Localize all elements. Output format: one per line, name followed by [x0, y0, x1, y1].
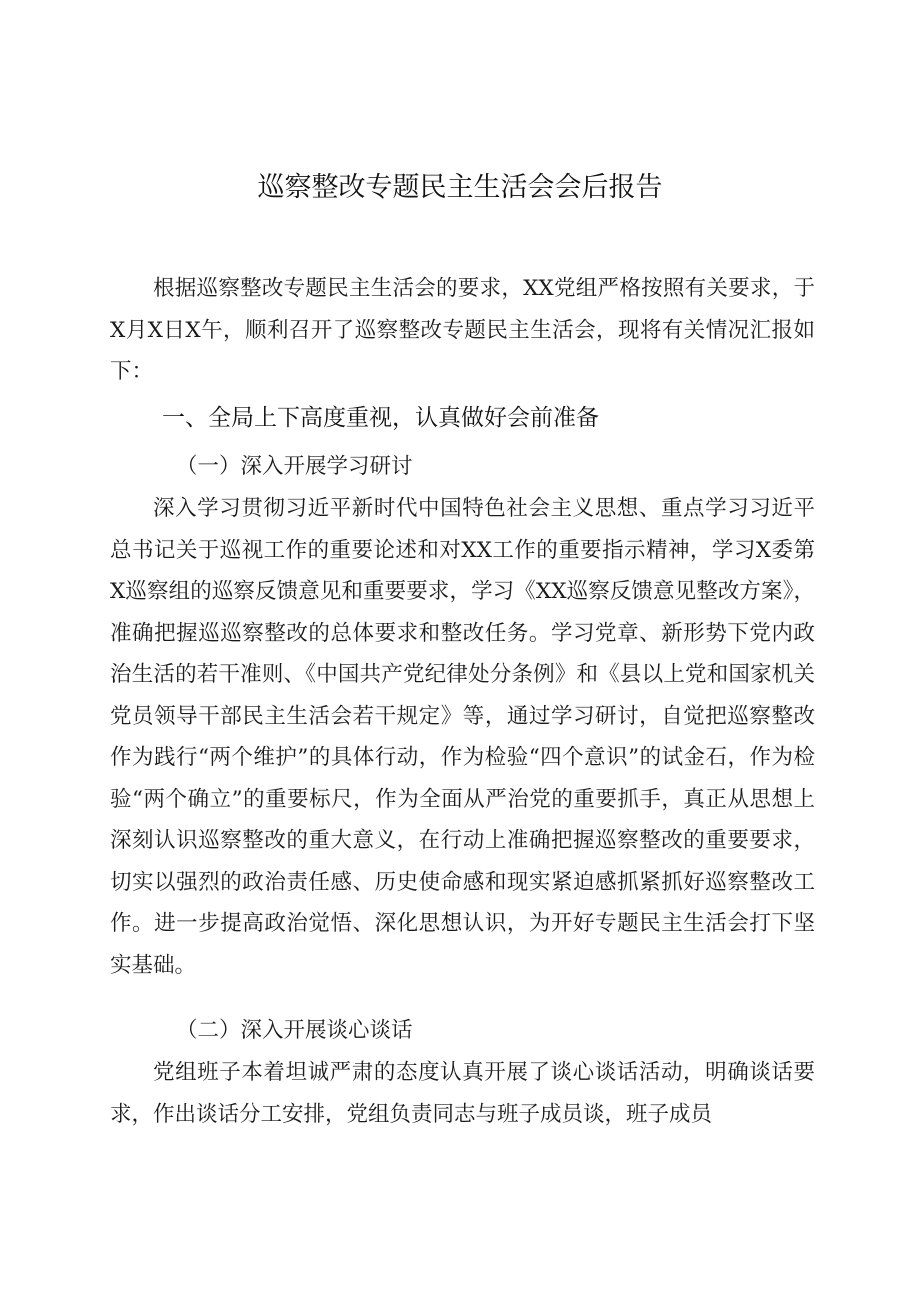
subsection-1-paragraph: 深入学习贯彻习近平新时代中国特色社会主义思想、重点学习习近平总书记关于巡视工作的重要论述和对XX工作的重要指示精神，学习X委第X巡察组的巡察反馈意见和重要要求，学习《XX巡察反馈意见整改方案》，准确把握巡巡察整改的总体要求和整改任务。学习党章、新形势下党内政治生活的若干准则、《中国共产党纪律处分条例》和《县以上党和国家机关党员领导干部民主生活会若干规定》等，通过学习研讨，自觉把巡察整改作为践行“两个维护”的具体行动，作为检验“四个意识”的试金石，作为检验“两个确立”的重要标尺，作为全面从严治党的重要抓手，真正从思想上深刻认识巡察整改的重大意义，在行动上准确把握巡察整改的重要要求，切实以强烈的政治责任感、历史使命感和现实紧迫感抓紧抓好巡察整改工作。进一步提高政治觉悟、深化思想认识，为开好专题民主生活会打下坚实基础。 [110, 496, 815, 978]
section-1-heading: 一、全局上下高度重视，认真做好会前准备 [162, 405, 599, 431]
intro-paragraph: 根据巡察整改专题民主生活会的要求，XX党组严格按照有关要求，于X月X日X午，顺利召开了巡察整改专题民主生活会，现将有关情况汇报如下： [110, 276, 815, 384]
subsection-2-heading: （二）深入开展谈心谈话 [176, 1018, 413, 1043]
document-title: 巡察整改专题民主生活会会后报告 [257, 172, 663, 203]
subsection-1-heading: （一）深入开展学习研讨 [176, 454, 413, 479]
subsection-2-paragraph: 党组班子本着坦诚严肃的态度认真开展了谈心谈话活动，明确谈话要求，作出谈话分工安排，党组负责同志与班子成员谈，班子成员 [110, 1060, 815, 1127]
